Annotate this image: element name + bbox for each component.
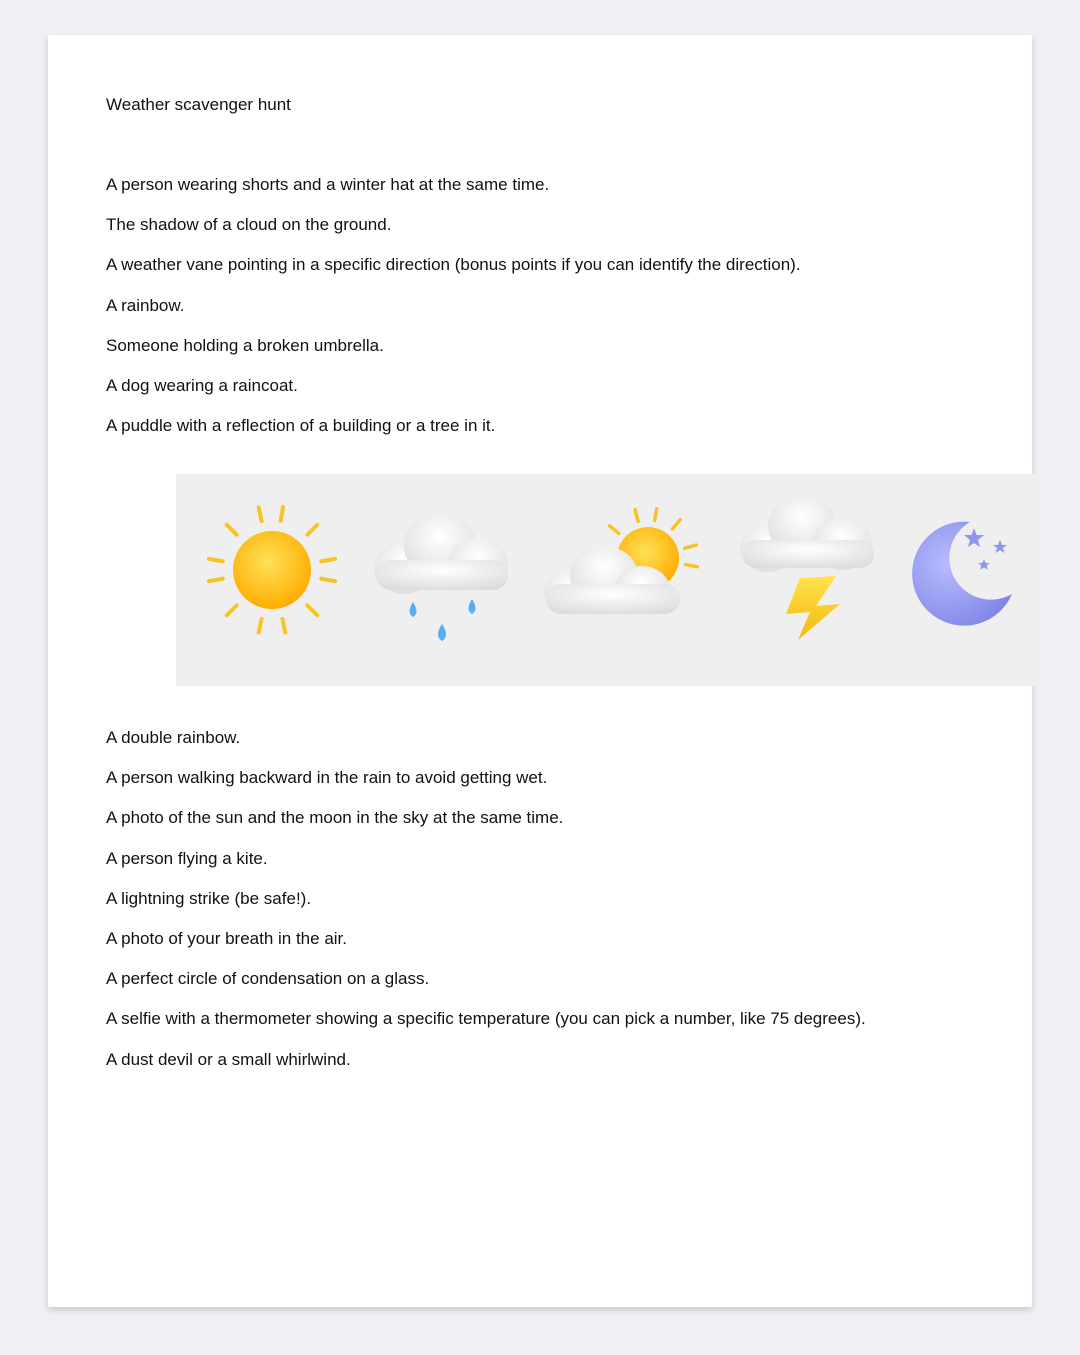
list-item: A dust devil or a small whirlwind. xyxy=(106,1049,351,1069)
list-item: A puddle with a reflection of a building or a tree in it. xyxy=(106,416,496,436)
partly-cloudy-icon xyxy=(544,509,697,614)
list-item: A perfect circle of condensation on a glass. xyxy=(106,969,430,989)
list-item: The shadow of a cloud on the ground. xyxy=(106,215,392,235)
weather-icons-banner xyxy=(176,474,1045,686)
list-item: A photo of your breath in the air. xyxy=(106,928,347,948)
moon-stars-icon xyxy=(912,522,1012,626)
list-item: A dog wearing a raincoat. xyxy=(106,375,298,395)
list-item: A lightning strike (be safe!). xyxy=(106,888,312,908)
list-item: A person flying a kite. xyxy=(106,848,268,868)
list-item: Someone holding a broken umbrella. xyxy=(106,335,384,355)
list-item: A person wearing shorts and a winter hat at the same time. xyxy=(106,175,550,194)
list-item: A photo of the sun and the moon in the sky at the same time. xyxy=(106,808,564,828)
rain-cloud-icon xyxy=(374,514,508,641)
list-item: A double rainbow. xyxy=(106,728,241,747)
checklist-part-1 xyxy=(106,175,801,456)
document-title: Weather scavenger hunt xyxy=(106,95,291,114)
sun-icon xyxy=(209,507,335,633)
thunderstorm-icon xyxy=(740,496,874,640)
list-item: A rainbow. xyxy=(106,295,185,315)
list-item: A weather vane pointing in a specific direction (bonus points if you can identify the direction). xyxy=(106,255,801,275)
checklist-part-2 xyxy=(106,728,866,1090)
list-item: A person walking backward in the rain to avoid getting wet. xyxy=(106,768,548,788)
document-page xyxy=(48,35,1032,1307)
list-item: A selfie with a thermometer showing a specific temperature (you can pick a number, like 75 degrees). xyxy=(106,1009,866,1029)
